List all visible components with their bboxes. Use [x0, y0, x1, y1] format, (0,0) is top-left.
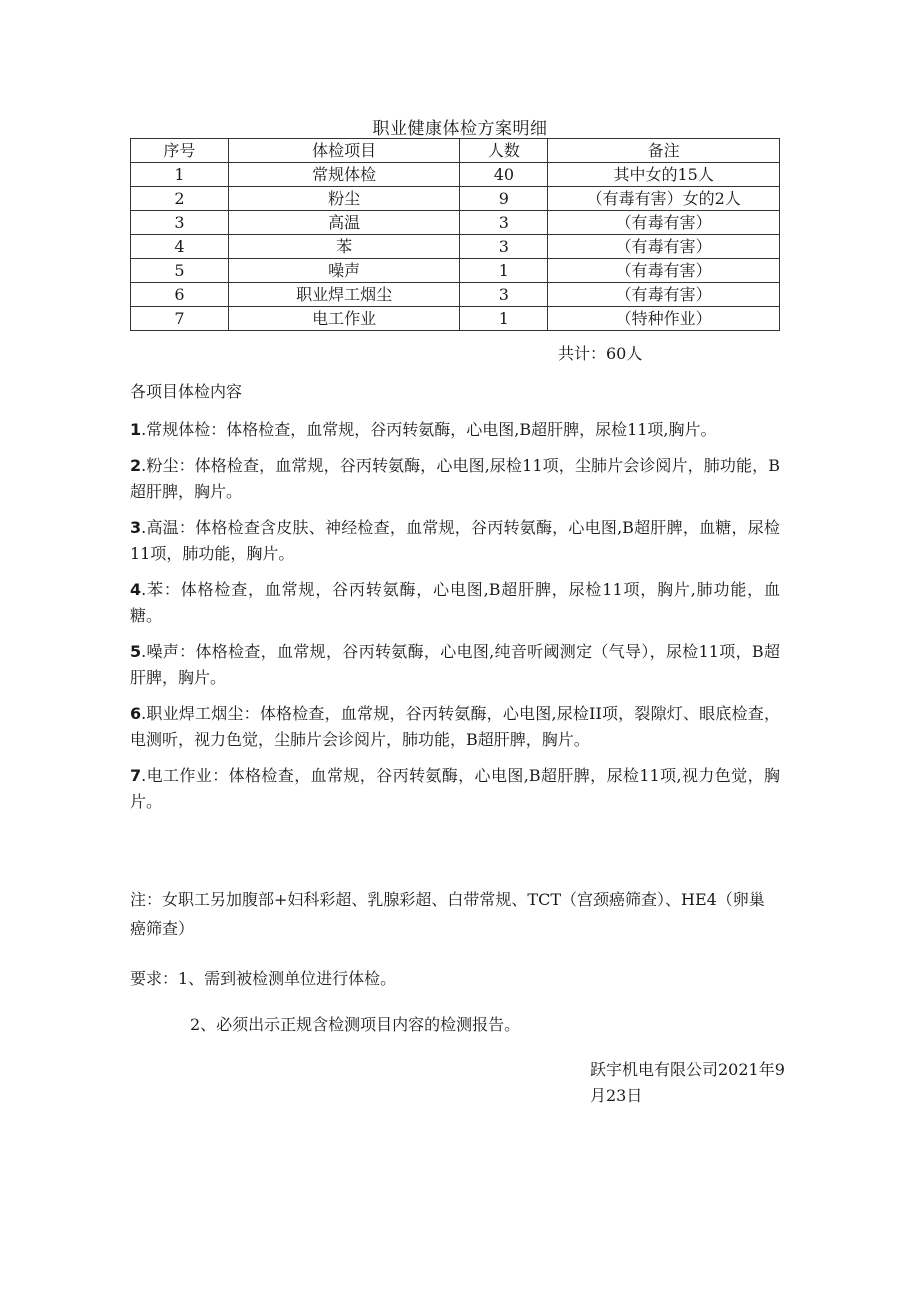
item-number: 6 — [130, 704, 142, 723]
section-heading: 各项目体检内容 — [130, 382, 243, 401]
table-row — [131, 187, 780, 211]
cell-count: 3 — [460, 235, 548, 259]
list-item — [130, 453, 780, 505]
item-text: .常规体检：体格检查，血常规，谷丙转氨酶，心电图,B超肝脾，尿检11项,胸片。 — [141, 420, 717, 439]
cell-remark: （有毒有害）女的2人 — [548, 187, 780, 211]
col-header-item: 体检项目 — [228, 139, 460, 163]
col-header-count: 人数 — [460, 139, 548, 163]
cell-index: 2 — [131, 187, 229, 211]
cell-index: 6 — [131, 283, 229, 307]
table-row — [131, 307, 780, 331]
item-number: 4 — [130, 580, 142, 599]
item-text: .电工作业：体格检查，血常规，谷丙转氨酶，心电图,B超肝脾，尿检11项,视力色觉，胸片。 — [130, 766, 780, 811]
list-item — [130, 417, 780, 443]
cell-index: 5 — [131, 259, 229, 283]
requirement-1: 要求：1、需到被检测单位进行体检。 — [130, 969, 397, 988]
cell-remark: （有毒有害） — [548, 211, 780, 235]
cell-remark: （有毒有害） — [548, 259, 780, 283]
total-count: 共计：60人 — [558, 344, 643, 363]
item-number: 7 — [130, 766, 142, 785]
cell-index: 4 — [131, 235, 229, 259]
cell-item: 粉尘 — [228, 187, 460, 211]
table-row — [131, 211, 780, 235]
table-row — [131, 163, 780, 187]
cell-item: 高温 — [228, 211, 460, 235]
item-text: .粉尘：体格检查，血常规，谷丙转氨酶，心电图,尿检11项，尘肺片会诊阅片，肺功能，B超肝脾，胸片。 — [130, 456, 780, 501]
item-text: .高温：体格检查含皮肤、神经检查，血常规，谷丙转氨酶，心电图,B超肝脾，血糖，尿检11项，肺功能，胸片。 — [130, 518, 780, 563]
cell-remark: 其中女的15人 — [548, 163, 780, 187]
cell-count: 9 — [460, 187, 548, 211]
item-text: .苯：体格检查，血常规，谷丙转氨酶，心电图,B超肝脾，尿检11项，胸片,肺功能，血糖。 — [130, 580, 780, 625]
item-text: .噪声：体格检查，血常规，谷丙转氨酶，心电图,纯音听阈测定（气导），尿检11项，B超肝脾，胸片。 — [130, 642, 780, 687]
table-row — [131, 259, 780, 283]
cell-remark: （有毒有害） — [548, 283, 780, 307]
requirement-2: 2、必须出示正规含检测项目内容的检测报告。 — [190, 1015, 521, 1034]
cell-item: 苯 — [228, 235, 460, 259]
cell-count: 3 — [460, 211, 548, 235]
cell-item: 职业焊工烟尘 — [228, 283, 460, 307]
cell-count: 3 — [460, 283, 548, 307]
cell-count: 1 — [460, 307, 548, 331]
cell-item: 电工作业 — [228, 307, 460, 331]
list-item — [130, 639, 780, 691]
list-item — [130, 701, 780, 753]
cell-count: 40 — [460, 163, 548, 187]
exam-content-list — [130, 417, 780, 825]
cell-index: 1 — [131, 163, 229, 187]
cell-index: 3 — [131, 211, 229, 235]
item-number: 5 — [130, 642, 142, 661]
col-header-remark: 备注 — [548, 139, 780, 163]
company-signature-date: 跃宇机电有限公司2021年9月23日 — [590, 1060, 785, 1105]
list-item — [130, 577, 780, 629]
cell-item: 噪声 — [228, 259, 460, 283]
cell-item: 常规体检 — [228, 163, 460, 187]
cell-remark: （有毒有害） — [548, 235, 780, 259]
cell-count: 1 — [460, 259, 548, 283]
female-staff-note: 注：女职工另加腹部+妇科彩超、乳腺彩超、白带常规、TCT（宫颈癌筛查）、HE4（卵巢癌筛查） — [130, 890, 765, 938]
list-item — [130, 515, 780, 567]
cell-remark: （特种作业） — [548, 307, 780, 331]
item-number: 2 — [130, 456, 142, 475]
cell-index: 7 — [131, 307, 229, 331]
table-header-row — [131, 139, 780, 163]
col-header-index: 序号 — [131, 139, 229, 163]
document-title: 职业健康体检方案明细 — [372, 119, 548, 139]
exam-plan-table — [130, 138, 780, 331]
item-number: 3 — [130, 518, 142, 537]
item-number: 1 — [130, 420, 142, 439]
list-item — [130, 763, 780, 815]
item-text: .职业焊工烟尘：体格检查，血常规，谷丙转氨酶，心电图,尿检II项，裂隙灯、眼底检查，电测听，视力色觉，尘肺片会诊阅片，肺功能，B超肝脾，胸片。 — [130, 704, 780, 749]
table-row — [131, 283, 780, 307]
table-row — [131, 235, 780, 259]
